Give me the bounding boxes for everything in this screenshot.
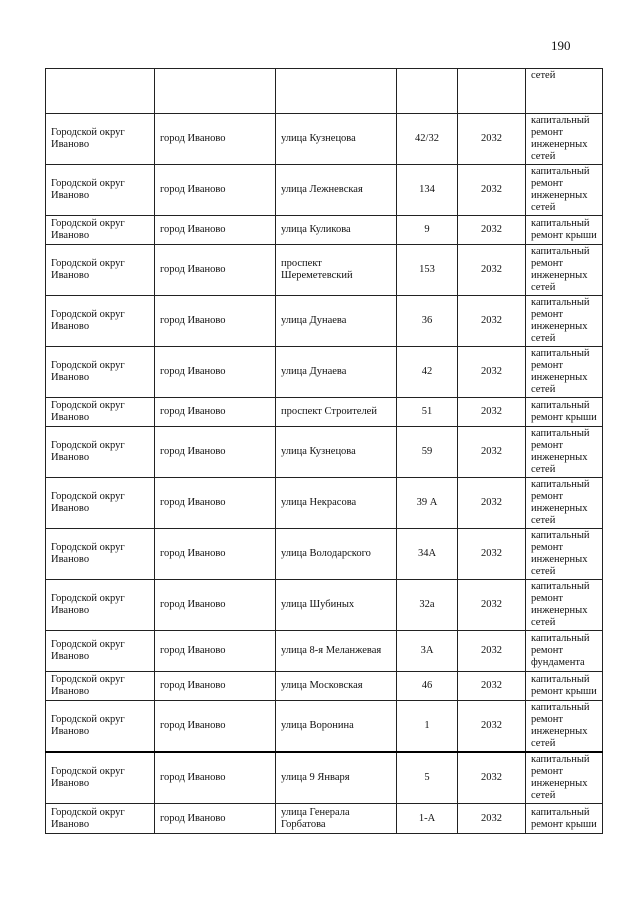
- year-cell: [458, 69, 526, 114]
- year-cell: 2032: [458, 631, 526, 672]
- street-cell: улица Кузнецова: [276, 114, 397, 165]
- locality-cell: город Иваново: [155, 245, 276, 296]
- table-row: [46, 478, 603, 529]
- locality-cell: город Иваново: [155, 580, 276, 631]
- house-cell: 134: [397, 165, 458, 216]
- municipality-cell: Городской округ Иваново: [46, 427, 155, 478]
- year-cell: 2032: [458, 580, 526, 631]
- municipality-cell: Городской округ Иваново: [46, 347, 155, 398]
- work-type-cell: капитальный ремонт инженерных сетей: [526, 245, 603, 296]
- year-cell: 2032: [458, 672, 526, 701]
- table-row: [46, 701, 603, 753]
- year-cell: 2032: [458, 347, 526, 398]
- house-cell: 1: [397, 701, 458, 753]
- table-row: [46, 114, 603, 165]
- house-cell: 36: [397, 296, 458, 347]
- work-type-cell: капитальный ремонт крыши: [526, 804, 603, 834]
- table-row: [46, 427, 603, 478]
- locality-cell: город Иваново: [155, 672, 276, 701]
- table-row: [46, 347, 603, 398]
- street-cell: улица Дунаева: [276, 296, 397, 347]
- locality-cell: город Иваново: [155, 752, 276, 804]
- locality-cell: [155, 69, 276, 114]
- year-cell: 2032: [458, 804, 526, 834]
- locality-cell: город Иваново: [155, 427, 276, 478]
- street-cell: улица 9 Января: [276, 752, 397, 804]
- locality-cell: город Иваново: [155, 216, 276, 245]
- house-cell: 153: [397, 245, 458, 296]
- house-cell: 51: [397, 398, 458, 427]
- house-cell: 39 А: [397, 478, 458, 529]
- table-row: [46, 296, 603, 347]
- municipality-cell: Городской округ Иваново: [46, 114, 155, 165]
- table-row: [46, 245, 603, 296]
- house-cell: 3А: [397, 631, 458, 672]
- work-type-cell: капитальный ремонт фундамента: [526, 631, 603, 672]
- municipality-cell: Городской округ Иваново: [46, 245, 155, 296]
- locality-cell: город Иваново: [155, 631, 276, 672]
- house-cell: 1-А: [397, 804, 458, 834]
- municipality-cell: Городской округ Иваново: [46, 804, 155, 834]
- street-cell: улица Лежневская: [276, 165, 397, 216]
- table-row: [46, 631, 603, 672]
- municipality-cell: Городской округ Иваново: [46, 478, 155, 529]
- house-cell: 9: [397, 216, 458, 245]
- house-cell: 34А: [397, 529, 458, 580]
- street-cell: улица Воронина: [276, 701, 397, 753]
- municipality-cell: Городской округ Иваново: [46, 701, 155, 753]
- house-cell: [397, 69, 458, 114]
- work-type-cell: капитальный ремонт инженерных сетей: [526, 529, 603, 580]
- work-type-cell: капитальный ремонт инженерных сетей: [526, 580, 603, 631]
- locality-cell: город Иваново: [155, 701, 276, 753]
- street-cell: улица Кузнецова: [276, 427, 397, 478]
- locality-cell: город Иваново: [155, 114, 276, 165]
- locality-cell: город Иваново: [155, 398, 276, 427]
- year-cell: 2032: [458, 245, 526, 296]
- repair-schedule-table: [45, 68, 603, 834]
- locality-cell: город Иваново: [155, 165, 276, 216]
- year-cell: 2032: [458, 529, 526, 580]
- work-type-cell: капитальный ремонт инженерных сетей: [526, 478, 603, 529]
- work-type-cell: сетей: [526, 69, 603, 114]
- year-cell: 2032: [458, 752, 526, 804]
- street-cell: проспект Шереметевский: [276, 245, 397, 296]
- work-type-cell: капитальный ремонт крыши: [526, 398, 603, 427]
- table-row: [46, 672, 603, 701]
- municipality-cell: Городской округ Иваново: [46, 580, 155, 631]
- year-cell: 2032: [458, 114, 526, 165]
- work-type-cell: капитальный ремонт инженерных сетей: [526, 296, 603, 347]
- house-cell: 42: [397, 347, 458, 398]
- year-cell: 2032: [458, 216, 526, 245]
- work-type-cell: капитальный ремонт крыши: [526, 672, 603, 701]
- locality-cell: город Иваново: [155, 296, 276, 347]
- street-cell: [276, 69, 397, 114]
- year-cell: 2032: [458, 478, 526, 529]
- work-type-cell: капитальный ремонт инженерных сетей: [526, 347, 603, 398]
- street-cell: улица Дунаева: [276, 347, 397, 398]
- locality-cell: город Иваново: [155, 804, 276, 834]
- street-cell: проспект Строителей: [276, 398, 397, 427]
- street-cell: улица 8-я Меланжевая: [276, 631, 397, 672]
- municipality-cell: Городской округ Иваново: [46, 165, 155, 216]
- year-cell: 2032: [458, 398, 526, 427]
- municipality-cell: Городской округ Иваново: [46, 216, 155, 245]
- work-type-cell: капитальный ремонт инженерных сетей: [526, 165, 603, 216]
- table-row: [46, 398, 603, 427]
- table-row-continued: [46, 69, 603, 114]
- page-number: 190: [551, 38, 571, 53]
- street-cell: улица Володарского: [276, 529, 397, 580]
- table-row: [46, 216, 603, 245]
- year-cell: 2032: [458, 165, 526, 216]
- year-cell: 2032: [458, 427, 526, 478]
- house-cell: 59: [397, 427, 458, 478]
- locality-cell: город Иваново: [155, 478, 276, 529]
- house-cell: 42/32: [397, 114, 458, 165]
- work-type-cell: капитальный ремонт крыши: [526, 216, 603, 245]
- table-row: [46, 165, 603, 216]
- house-cell: 32а: [397, 580, 458, 631]
- municipality-cell: Городской округ Иваново: [46, 529, 155, 580]
- street-cell: улица Генерала Горбатова: [276, 804, 397, 834]
- street-cell: улица Некрасова: [276, 478, 397, 529]
- year-cell: 2032: [458, 701, 526, 753]
- locality-cell: город Иваново: [155, 529, 276, 580]
- house-cell: 5: [397, 752, 458, 804]
- municipality-cell: [46, 69, 155, 114]
- municipality-cell: Городской округ Иваново: [46, 398, 155, 427]
- municipality-cell: Городской округ Иваново: [46, 672, 155, 701]
- work-type-cell: капитальный ремонт инженерных сетей: [526, 114, 603, 165]
- table-row: [46, 752, 603, 804]
- municipality-cell: Городской округ Иваново: [46, 752, 155, 804]
- table-row: [46, 529, 603, 580]
- municipality-cell: Городской округ Иваново: [46, 631, 155, 672]
- table-row: [46, 580, 603, 631]
- street-cell: улица Московская: [276, 672, 397, 701]
- year-cell: 2032: [458, 296, 526, 347]
- work-type-cell: капитальный ремонт инженерных сетей: [526, 427, 603, 478]
- house-cell: 46: [397, 672, 458, 701]
- street-cell: улица Куликова: [276, 216, 397, 245]
- municipality-cell: Городской округ Иваново: [46, 296, 155, 347]
- work-type-cell: капитальный ремонт инженерных сетей: [526, 752, 603, 804]
- street-cell: улица Шубиных: [276, 580, 397, 631]
- locality-cell: город Иваново: [155, 347, 276, 398]
- table-row: [46, 804, 603, 834]
- work-type-cell: капитальный ремонт инженерных сетей: [526, 701, 603, 753]
